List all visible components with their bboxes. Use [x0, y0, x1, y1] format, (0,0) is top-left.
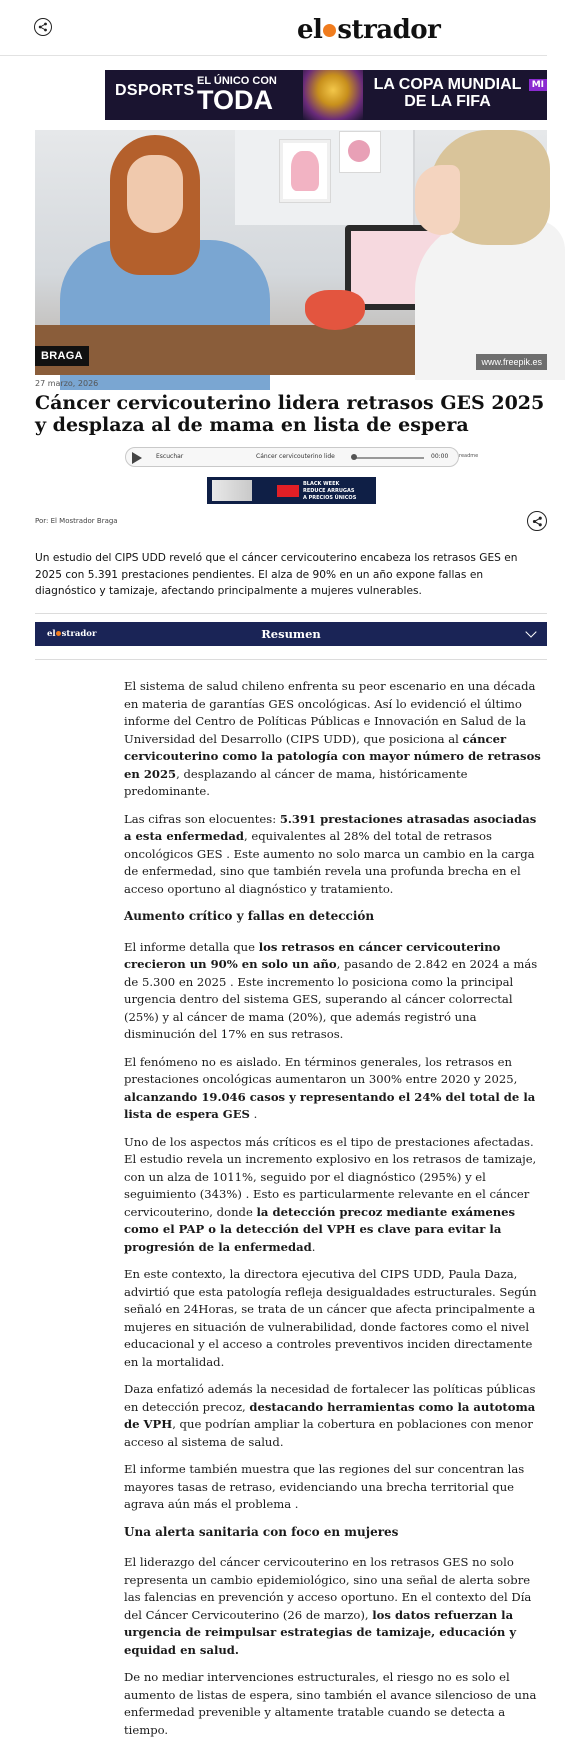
share-icon[interactable] [34, 18, 52, 36]
summary-toggle[interactable] [35, 622, 547, 646]
divider [35, 613, 547, 614]
player-brand: readme [459, 453, 479, 459]
article-body [124, 678, 547, 1749]
summary-logo: el strador [47, 629, 97, 639]
hero-image [35, 130, 547, 370]
paragraph: De no mediar intervenciones estructurales, el riesgo no es solo el aumento de listas de espera, sino también el avance silencioso de una enfermedad prevenible y altamente tratable cuando se detecta a tiempo. [124, 1670, 537, 1737]
article-date: 27 marzo, 2026 [35, 379, 99, 388]
article-title: Cáncer cervicouterino lidera retrasos GES 2025 y desplaza al de mama en lista de espera [35, 392, 545, 436]
paragraph: En este contexto, la directora ejecutiva del CIPS UDD, Paula Daza, advirtió que esta patología refleja desigualdades estructurales. Según señaló en 24Horas, se trata de un cáncer que afecta principalmente a mujeres en situación de vulnerabilidad, donde factores como el nivel educacional y el acceso a controles preventivos inciden directamente en la mortalidad. [124, 1267, 537, 1369]
site-logo[interactable]: el strador [297, 15, 441, 45]
ad-line2: TODA [197, 85, 274, 115]
product-image [212, 480, 252, 501]
paragraph: El fenómeno no es aislado. En términos generales, los retrasos en prestaciones oncológicas aumentaron un 300% entre 2020 y 2025, alcanzando 19.046 casos y representando el 24% del total de la lista de espera GES . [124, 1054, 536, 1121]
paragraph: Las cifras son elocuentes: 5.391 prestaciones atrasadas asociadas a esta enfermedad, equivalentes al 28% del total de retrasos oncológicos GES . Este aumento no solo marca un cambio en la carga de enfermedad, sino que también revela una profunda brecha en el acceso oportuno al diagnóstico y tratamiento. [124, 811, 537, 896]
wall-frame [340, 132, 380, 172]
paragraph: El sistema de salud chileno enfrenta su peor escenario en una década en materia de garantías GES oncológicas. Así lo evidenció el último informe del Centro de Políticas Públicas e Innovación en Salud de la Universidad del Desarrollo (CIPS UDD), que posiciona al cáncer cervicouterino como la patología con mayor número de retrasos en 2025, desplazando al cáncer de mama, históricamente predominante. [124, 679, 541, 798]
ad-badge: MI [529, 79, 547, 91]
subheading: Aumento crítico y fallas en detección [124, 909, 375, 923]
divider [35, 659, 547, 660]
summary-title: Resumen [261, 627, 321, 641]
paragraph: Uno de los aspectos más críticos es el tipo de prestaciones afectadas. El estudio revela un incremento explosivo en los retrasos de tamizaje, con un alza de 1011%, seguido por el diagnóstico (295%) y el seguimiento (343%) . Esto es particularmente relevante en el cáncer cervicouterino, donde la detección precoz mediante exámenes como el PAP o la detección del VPH es clave para evitar la progresión de la enfermedad. [124, 1134, 537, 1254]
listen-label: Escuchar [156, 453, 184, 460]
section-tag[interactable]: BRAGA [35, 346, 89, 366]
byline[interactable]: Por: El Mostrador Braga [35, 517, 118, 525]
player-time: 00:00 [431, 453, 449, 460]
paragraph: El informe detalla que los retrasos en cáncer cervicouterino crecieron un 90% en solo un año, pasando de 2.842 en 2024 a más de 5.300 en 2025 . Este incremento lo posiciona como la principal urgencia dentro del sistema GES, superando al cáncer colorrectal (25%) y al cáncer de mama (20%), que además registró una disminución del 17% en sus retrasos. [124, 939, 538, 1041]
ad-brand: DSPORTS [115, 82, 195, 99]
audio-player[interactable] [125, 447, 479, 467]
ad-banner[interactable] [105, 70, 547, 120]
ad-line3: LA COPA MUNDIAL DE LA FIFA [373, 76, 522, 110]
paragraph: Daza enfatizó además la necesidad de fortalecer las políticas públicas en detección precoz, destacando herramientas como la autotoma de VPH, que podrían ampliar la cobertura en poblaciones con menor acceso al sistema de salud. [124, 1382, 536, 1449]
progress-track[interactable] [354, 457, 424, 459]
trophy-image [303, 70, 363, 120]
image-credit: www.freepik.es [476, 354, 547, 370]
progress-knob[interactable] [351, 454, 357, 460]
paragraph: El liderazgo del cáncer cervicouterino en los retrasos GES no solo representa un cambio epidemiológico, sino una señal de alerta sobre las falencias en prevención y acceso oportuno. En el contexto del Día del Cáncer Cervicouterino (26 de marzo), los datos refuerzan la urgencia de reimpulsar estrategias de tamizaje, educación y equidad en salud. [124, 1555, 532, 1657]
logo-dot [323, 24, 336, 37]
share-icon[interactable] [527, 511, 547, 531]
article-lead: Un estudio del CIPS UDD reveló que el cáncer cervicouterino encabeza los retrasos GES en 2025 con 5.391 prestaciones pendientes. El alza de 90% en un año expone fallas en diagnóstico y tamizaje, afectando principalmente a mujeres vulnerables. [35, 552, 518, 597]
play-icon[interactable] [132, 452, 142, 464]
anatomical-model [305, 290, 365, 330]
ad-small[interactable] [207, 477, 376, 504]
player-title: Cáncer cervicouterino lide [256, 453, 335, 460]
subheading: Una alerta sanitaria con foco en mujeres [124, 1524, 399, 1539]
ad-line1: EL ÚNICO CON [197, 75, 277, 87]
site-header [0, 0, 547, 56]
ad-logo [277, 485, 299, 497]
paragraph: El informe también muestra que las regiones del sur concentran las mayores tasas de retraso, evidenciando una brecha territorial que agrava aún más el problema . [124, 1462, 525, 1511]
wall-frame [280, 140, 330, 202]
ad-small-text: BLACK WEEK REDUCE ARRUGAS A PRECIOS ÚNICOS [303, 481, 357, 501]
